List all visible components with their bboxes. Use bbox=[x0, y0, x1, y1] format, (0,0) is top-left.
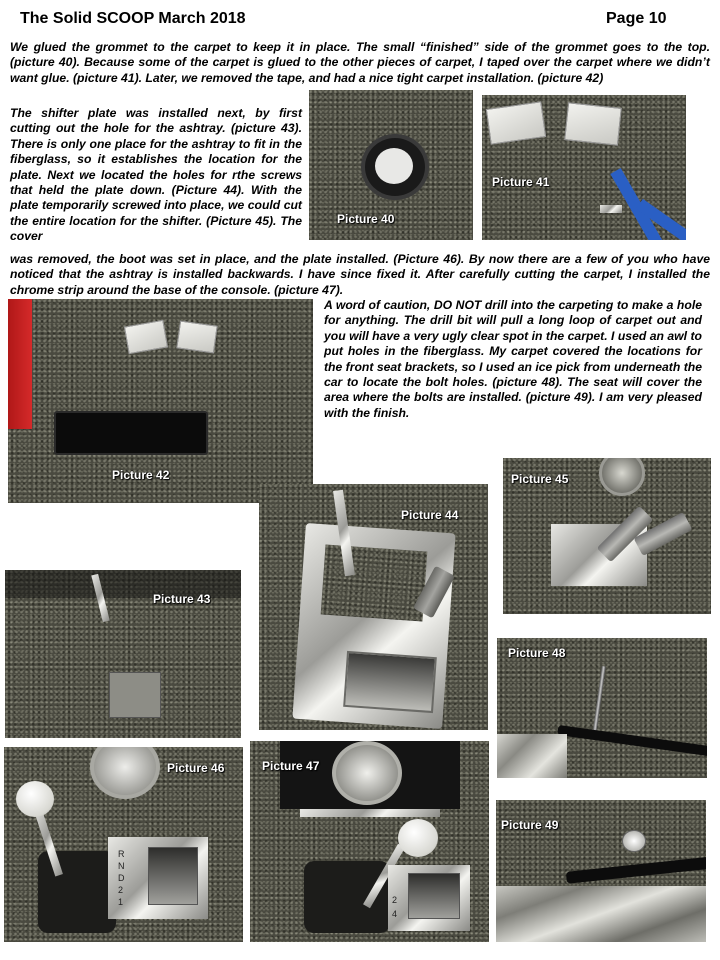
photo-picture-42 bbox=[8, 299, 313, 503]
ice-pick bbox=[592, 666, 606, 736]
ashtray-cutout bbox=[109, 672, 161, 718]
caption-picture-43: Picture 43 bbox=[153, 592, 211, 606]
caption-picture-46: Picture 46 bbox=[167, 761, 225, 775]
caption-picture-41: Picture 41 bbox=[492, 175, 550, 189]
shifter-boot bbox=[304, 861, 390, 933]
gear-indicator-2: 2 bbox=[118, 885, 124, 895]
photo-picture-41 bbox=[482, 95, 686, 240]
foil-insulation bbox=[496, 886, 706, 942]
chrome-trim-strip bbox=[300, 809, 440, 817]
gear-indicator-2: 2 bbox=[392, 895, 398, 905]
dash-clock bbox=[599, 458, 645, 496]
console-plate bbox=[388, 865, 470, 931]
gear-indicator-r: R bbox=[118, 849, 125, 859]
foil-insulation bbox=[497, 734, 567, 778]
shifter-boot bbox=[38, 851, 116, 933]
photo-picture-43 bbox=[5, 570, 241, 738]
ashtray-pocket bbox=[408, 873, 460, 919]
bracket-bag-left bbox=[124, 320, 168, 355]
caption-picture-49: Picture 49 bbox=[501, 818, 559, 832]
gear-indicator-4: 4 bbox=[392, 909, 398, 919]
seat-bolt bbox=[622, 830, 646, 852]
seat-bracket bbox=[600, 205, 622, 213]
paragraph-shifter-plate: The shifter plate was installed next, by first cutting out the hole for the ashtray. (picture 43). There is only one place for the ashtray to fit in the fiberglass, so it establishes the location for the plate. Next we located the holes for rthe screws that held the plate down. (Picture 44). With the plate temporarily screwed into place, we could cut the entire location for the shifter. (Picture 45). The cover bbox=[10, 106, 302, 244]
dash-clock bbox=[332, 741, 402, 805]
gear-indicator-d: D bbox=[118, 873, 125, 883]
caption-picture-44: Picture 44 bbox=[401, 508, 459, 522]
ashtray-pocket bbox=[148, 847, 198, 905]
plate-opening bbox=[321, 545, 428, 622]
console-plate bbox=[108, 837, 208, 919]
photo-picture-45 bbox=[503, 458, 711, 614]
photo-picture-40 bbox=[309, 90, 473, 240]
shifter-knob bbox=[398, 819, 438, 857]
shifter-knob bbox=[16, 781, 54, 817]
black-cable bbox=[557, 725, 707, 757]
gear-indicator-1: 1 bbox=[118, 897, 124, 907]
black-cable bbox=[566, 856, 706, 884]
parts-bag-left bbox=[486, 101, 546, 144]
photo-picture-48 bbox=[497, 638, 707, 778]
paragraph-grommet: We glued the grommet to the carpet to keep it in place. The small “finished” side of the grommet goes to the top. (picture 40). Because some of the carpet is glued to the other pieces of carpet, I taped over the carpet where we didn’t want glue. (picture 41). Later, we removed the tape, and had a nice tight carpet installation. (picture 42) bbox=[10, 40, 710, 85]
photo-picture-47 bbox=[250, 741, 489, 942]
page-number: Page 10 bbox=[606, 10, 667, 27]
paragraph-boot-chrome-strip: was removed, the boot was set in place, and the plate installed. (Picture 46). By now there are a few of you who have noticed that the ashtray is installed backwards. I have since fixed it. After carefully cutting the carpet, I installed the chrome strip around the base of the console. (picture 47). bbox=[10, 252, 710, 297]
photo-picture-44 bbox=[259, 484, 488, 730]
red-body-panel bbox=[8, 299, 32, 429]
caption-picture-42: Picture 42 bbox=[112, 468, 170, 482]
grommet-hole bbox=[375, 148, 413, 184]
floor-opening bbox=[54, 411, 208, 455]
gear-indicator-n: N bbox=[118, 861, 125, 871]
paragraph-caution: A word of caution, DO NOT drill into the carpeting to make a hole for anything. The drill bit will pull a long loop of carpet out and you will have a very ugly clear spot in the carpet. I used an awl to put holes in the fiberglass. My carpet covered the locations for the front seat brackets, so I used an ice pick from underneath the car to locate the bolt holes. (picture 48). The seat will cover the area where the bolts are installed. (picture 49). I am very pleased with the finish. bbox=[324, 298, 702, 420]
newsletter-title: The Solid SCOOP March 2018 bbox=[20, 10, 246, 27]
bracket-bag-right bbox=[176, 320, 218, 353]
page-header bbox=[0, 10, 720, 32]
caption-picture-40: Picture 40 bbox=[337, 212, 395, 226]
caption-picture-48: Picture 48 bbox=[508, 646, 566, 660]
photo-picture-49 bbox=[496, 800, 706, 942]
ashtray-well bbox=[343, 651, 437, 713]
parts-bag-right bbox=[564, 102, 622, 145]
photo-picture-46 bbox=[4, 747, 243, 942]
caption-picture-45: Picture 45 bbox=[511, 472, 569, 486]
dash-clock bbox=[90, 747, 160, 799]
caption-picture-47: Picture 47 bbox=[262, 759, 320, 773]
